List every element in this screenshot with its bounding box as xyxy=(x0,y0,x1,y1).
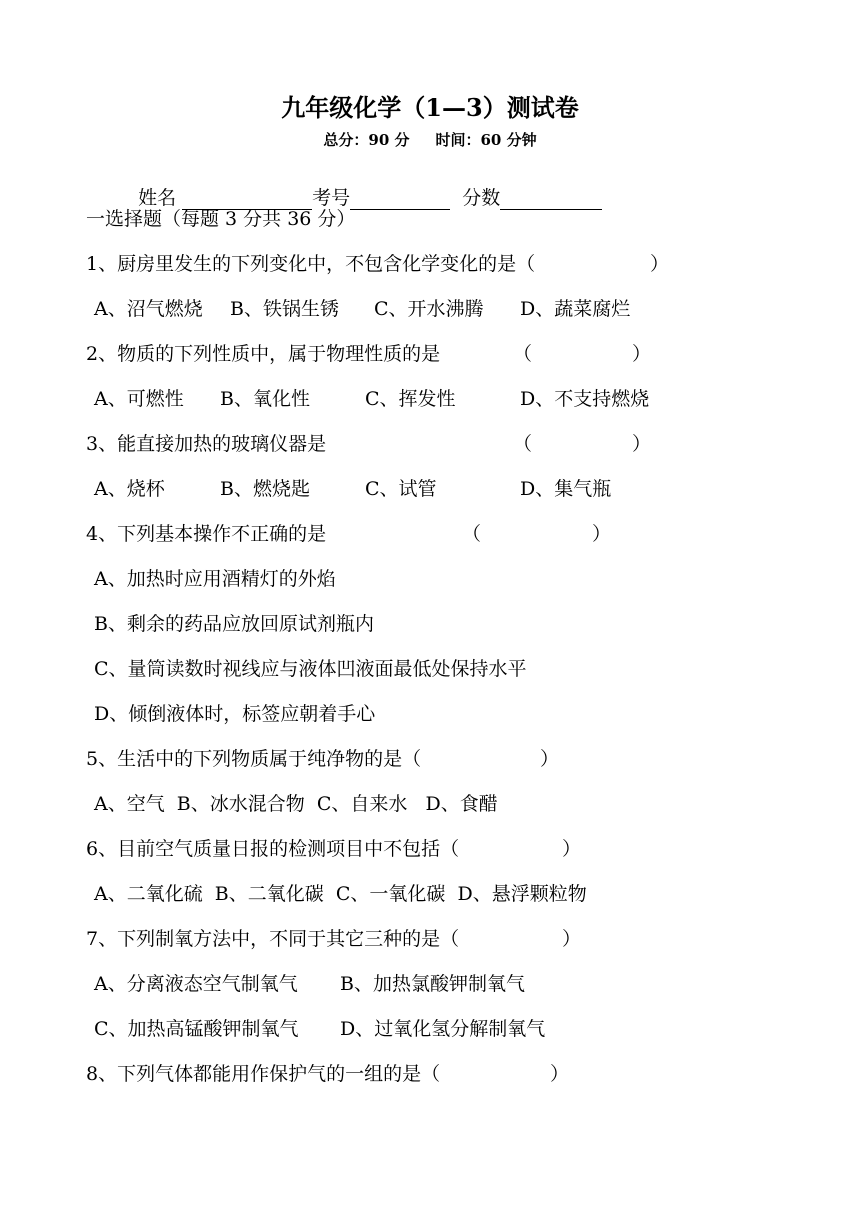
question-2-stem: 2、物质的下列性质中，属于物理性质的是 xyxy=(86,343,441,365)
question-4-option-a[interactable]: A、加热时应用酒精灯的外焰 xyxy=(94,568,336,590)
exam-time: 时间：60 分钟 xyxy=(435,131,537,149)
question-7-option-d[interactable]: D、过氧化氢分解制氧气 xyxy=(340,1018,546,1040)
question-1-option-d[interactable]: D、蔬菜腐烂 xyxy=(520,298,631,320)
question-4-option-d[interactable]: D、倾倒液体时，标签应朝着手心 xyxy=(94,703,376,725)
question-2-option-d[interactable]: D、不支持燃烧 xyxy=(520,388,650,410)
question-7-close-paren: ） xyxy=(562,928,582,950)
question-3-option-c[interactable]: C、试管 xyxy=(365,478,437,500)
question-3-open-paren: （ xyxy=(513,433,533,455)
question-6-close-paren: ） xyxy=(562,838,582,860)
question-2-open-paren: （ xyxy=(513,343,533,365)
student-info-line xyxy=(126,162,602,210)
score-label: 分数 xyxy=(462,187,501,209)
question-8-stem: 8、下列气体都能用作保护气的一组的是（ xyxy=(86,1063,441,1085)
question-5-options[interactable]: A、空气 B、冰水混合物 C、自来水 D、食醋 xyxy=(94,793,498,815)
question-6-options[interactable]: A、二氧化硫 B、二氧化碳 C、一氧化碳 D、悬浮颗粒物 xyxy=(94,883,587,905)
question-4-close-paren: ） xyxy=(592,523,612,545)
question-4-option-b[interactable]: B、剩余的药品应放回原试剂瓶内 xyxy=(94,613,374,635)
question-7-option-b[interactable]: B、加热氯酸钾制氧气 xyxy=(340,973,525,995)
number-blank[interactable] xyxy=(350,189,450,210)
question-7-option-a[interactable]: A、分离液态空气制氧气 xyxy=(94,973,298,995)
question-7-stem: 7、下列制氧方法中，不同于其它三种的是（ xyxy=(86,928,460,950)
question-4-open-paren: （ xyxy=(462,523,482,545)
question-6-stem: 6、目前空气质量日报的检测项目中不包括（ xyxy=(86,838,460,860)
exam-subtitle xyxy=(0,130,860,150)
question-4-stem: 4、下列基本操作不正确的是 xyxy=(86,523,327,545)
question-5-stem: 5、生活中的下列物质属于纯净物的是（ xyxy=(86,748,422,770)
number-label: 考号 xyxy=(312,187,351,209)
total-score: 总分：90 分 xyxy=(323,131,410,149)
name-label: 姓名 xyxy=(138,187,177,209)
question-3-stem: 3、能直接加热的玻璃仪器是 xyxy=(86,433,327,455)
question-8-close-paren: ） xyxy=(550,1063,570,1085)
question-2-option-c[interactable]: C、挥发性 xyxy=(365,388,456,410)
exam-title: 九年级化学（1—3）测试卷 xyxy=(281,93,579,122)
question-3-option-b[interactable]: B、燃烧匙 xyxy=(220,478,310,500)
question-1-option-b[interactable]: B、铁锅生锈 xyxy=(230,298,339,320)
section-heading: 一选择题（每题 3 分共 36 分） xyxy=(86,208,356,230)
question-3-option-d[interactable]: D、集气瓶 xyxy=(520,478,612,500)
score-blank[interactable] xyxy=(500,189,602,210)
question-2-option-a[interactable]: A、可燃性 xyxy=(94,388,184,410)
question-3-close-paren: ） xyxy=(632,433,652,455)
question-4-option-c[interactable]: C、量筒读数时视线应与液体凹液面最低处保持水平 xyxy=(94,658,527,680)
question-3-option-a[interactable]: A、烧杯 xyxy=(94,478,165,500)
question-2-close-paren: ） xyxy=(632,343,652,365)
question-1-option-a[interactable]: A、沼气燃烧 xyxy=(94,298,203,320)
question-7-option-c[interactable]: C、加热高锰酸钾制氧气 xyxy=(94,1018,299,1040)
question-1-stem: 1、厨房里发生的下列变化中，不包含化学变化的是（ xyxy=(86,253,536,275)
question-5-close-paren: ） xyxy=(540,748,560,770)
question-1-close-paren: ） xyxy=(650,253,670,275)
question-1-option-c[interactable]: C、开水沸腾 xyxy=(374,298,484,320)
question-2-option-b[interactable]: B、氧化性 xyxy=(220,388,310,410)
